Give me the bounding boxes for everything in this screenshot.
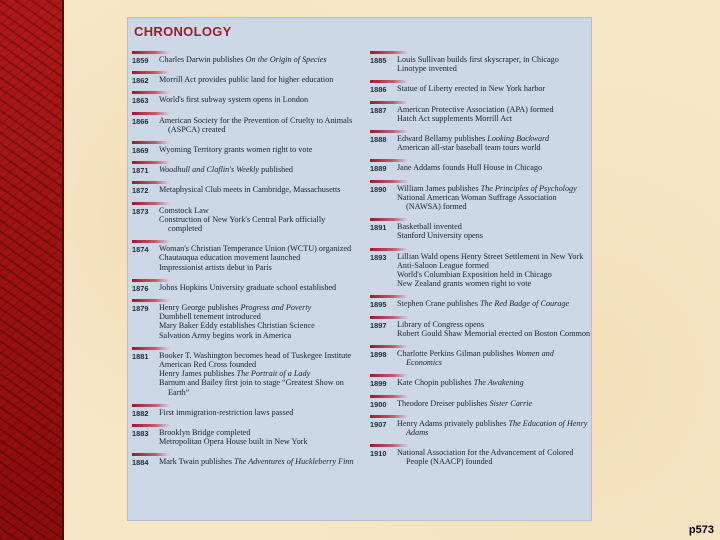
event-list: [159, 141, 360, 154]
event-list: [397, 248, 591, 289]
event-text-part: Johns Hopkins University graduate school established: [159, 282, 337, 292]
timeline-year: 1872: [132, 186, 149, 196]
event-list: [397, 345, 591, 367]
timeline-entry: [370, 345, 591, 367]
event-list: [159, 240, 360, 272]
timeline-entry: [132, 112, 360, 134]
event-text-part: published: [259, 165, 293, 175]
year-bar: [370, 444, 408, 447]
event-text: [159, 116, 360, 134]
event-text: [159, 253, 360, 262]
event-list: [159, 51, 360, 64]
event-text: [159, 215, 360, 233]
timeline-entry: [132, 404, 360, 417]
event-text: [397, 134, 591, 143]
event-text-part: Construction of New York's Central Park officially completed: [159, 214, 326, 234]
timeline-entry: [132, 141, 360, 154]
timeline-entry: [132, 453, 360, 466]
event-text: [397, 252, 591, 261]
year-bar: [370, 248, 408, 251]
event-text-part: Stanford University opens: [397, 231, 483, 241]
chronology-title: CHRONOLOGY: [134, 24, 232, 39]
event-list: [159, 404, 360, 417]
timeline-entry: [370, 395, 591, 408]
event-list: [397, 218, 591, 240]
year-bar: [132, 91, 170, 94]
timeline-entry: [370, 159, 591, 172]
timeline-year: 1863: [132, 96, 149, 106]
event-text-part: American Red Cross founded: [159, 360, 257, 370]
timeline-year: 1882: [132, 408, 149, 418]
event-list: [159, 453, 360, 466]
event-list: [159, 91, 360, 104]
event-text: [397, 193, 591, 211]
timeline-year: 1890: [370, 184, 387, 194]
event-text: [397, 261, 591, 270]
event-text-part: Statue of Liberty erected in New York harbor: [397, 84, 546, 94]
event-text: [159, 283, 360, 292]
timeline-year: 1897: [370, 320, 387, 330]
event-text-part: Henry Adams privately publishes: [397, 418, 509, 428]
publication-title: The Principles of Psychology: [480, 183, 577, 193]
event-text-part: First immigration-restriction laws passed: [159, 407, 294, 417]
event-list: [159, 299, 360, 340]
timeline-entry: [132, 347, 360, 397]
timeline-year: 1888: [370, 135, 387, 145]
event-text-part: Booker T. Washington becomes head of Tuskegee Institute: [159, 350, 352, 360]
event-text-part: National American Woman Suffrage Association (NAWSA) formed: [397, 192, 557, 212]
year-bar: [370, 80, 408, 83]
event-text: [397, 163, 591, 172]
timeline-year: 1886: [370, 85, 387, 95]
event-list: [159, 424, 360, 446]
left-timeline-column: [132, 51, 360, 467]
timeline-entry: [370, 101, 591, 123]
publication-title: Progress and Poverty: [240, 303, 312, 313]
right-timeline-column: [370, 51, 591, 467]
event-text-part: National Association for the Advancement of Colored People (NAACP) founded: [397, 448, 574, 467]
event-text-part: William James publishes: [397, 183, 481, 193]
event-text-part: Jane Addams founds Hull House in Chicago: [397, 163, 543, 173]
timeline-entry: [132, 279, 360, 292]
year-bar: [132, 299, 170, 302]
year-bar: [370, 130, 408, 133]
year-bar: [370, 415, 408, 418]
publication-title: Women and Economics: [406, 349, 554, 368]
event-text: [397, 114, 591, 123]
timeline-entry: [370, 180, 591, 212]
event-text-part: Mary Baker Eddy establishes Christian Science: [159, 321, 315, 331]
event-text-part: Salvation Army begins work in America: [159, 330, 292, 340]
publication-title: On the Origin of Species: [245, 55, 327, 64]
timeline-year: 1869: [132, 146, 149, 156]
event-text-part: Robert Gould Shaw Memorial erected on Boston Common: [397, 328, 591, 338]
event-text: [159, 95, 360, 104]
event-list: [159, 181, 360, 194]
event-text: [397, 105, 591, 114]
event-list: [397, 101, 591, 123]
event-list: [397, 295, 591, 308]
event-text-part: Theodore Dreiser publishes: [397, 398, 490, 408]
event-text-part: American all-star baseball team tours world: [397, 143, 541, 153]
event-text: [397, 55, 591, 64]
event-text: [159, 303, 360, 312]
event-text: [159, 185, 360, 194]
timeline-entry: [132, 71, 360, 84]
event-text-part: World's Columbian Exposition held in Chicago: [397, 270, 552, 280]
year-bar: [132, 240, 170, 243]
event-text-part: Henry George publishes: [159, 303, 241, 313]
timeline-entry: [370, 444, 591, 466]
event-text: [159, 457, 360, 466]
event-text: [397, 184, 591, 193]
event-text-part: Metaphysical Club meets in Cambridge, Massachusetts: [159, 185, 341, 195]
timeline-year: 1884: [132, 458, 149, 468]
year-bar: [370, 101, 408, 104]
event-list: [397, 316, 591, 338]
event-list: [159, 71, 360, 84]
timeline-entry: [132, 51, 360, 64]
timeline-year: 1891: [370, 223, 387, 233]
event-text: [159, 312, 360, 321]
timeline-year: 1862: [132, 76, 149, 86]
event-text: [397, 299, 591, 308]
year-bar: [132, 347, 170, 350]
publication-title: The Education of Henry Adams: [406, 418, 588, 438]
event-text-part: Chautauqua education movement launched: [159, 253, 301, 263]
event-text-part: Kate Chopin publishes: [397, 378, 474, 388]
timeline-year: 1879: [132, 304, 149, 314]
event-text: [159, 360, 360, 369]
timeline-year: 1876: [132, 283, 149, 293]
event-list: [397, 80, 591, 93]
publication-title: The Adventures of Huckleberry Finn: [234, 457, 354, 467]
event-text: [159, 351, 360, 360]
timeline-entry: [370, 130, 591, 152]
year-bar: [370, 159, 408, 162]
event-list: [159, 161, 360, 174]
publication-title: Woodhull and Claflin's Weekly: [159, 165, 260, 175]
event-text-part: Edward Bellamy publishes: [397, 134, 488, 144]
event-text-part: Metropolitan Opera House built in New York: [159, 437, 308, 447]
event-text-part: Brooklyn Bridge completed: [159, 428, 251, 438]
event-text-part: American Society for the Prevention of Cruelty to Animals (ASPCA) created: [159, 115, 353, 134]
event-text: [397, 329, 591, 338]
timeline-year: 1873: [132, 206, 149, 216]
event-text: [159, 321, 360, 330]
year-bar: [132, 71, 170, 74]
event-text-part: Anti-Saloon League formed: [397, 260, 489, 270]
timeline-year: 1866: [132, 116, 149, 126]
timeline-entry: [132, 299, 360, 340]
event-text-part: Basketball invented: [397, 222, 462, 232]
timeline-year: 1895: [370, 300, 387, 310]
event-list: [397, 51, 591, 73]
event-list: [397, 130, 591, 152]
timeline-entry: [370, 295, 591, 308]
event-list: [397, 444, 591, 466]
timeline-entry: [370, 415, 591, 437]
event-text: [159, 408, 360, 417]
timeline-entry: [132, 202, 360, 234]
timeline-year: 1907: [370, 419, 387, 429]
event-list: [159, 202, 360, 234]
event-list: [159, 112, 360, 134]
event-text: [397, 349, 591, 367]
event-text: [159, 206, 360, 215]
event-text: [397, 419, 591, 437]
year-bar: [132, 404, 170, 407]
event-text: [397, 84, 591, 93]
year-bar: [370, 345, 408, 348]
event-text-part: World's first subway system opens in London: [159, 95, 309, 105]
event-list: [397, 180, 591, 212]
publication-title: The Awakening: [473, 378, 524, 388]
year-bar: [370, 295, 408, 298]
timeline-year: 1881: [132, 351, 149, 361]
event-text: [397, 64, 591, 73]
timeline-year: 1887: [370, 105, 387, 115]
event-text-part: Comstock Law: [159, 205, 209, 215]
timeline-year: 1859: [132, 56, 149, 65]
event-text: [159, 378, 360, 396]
timeline-entry: [132, 424, 360, 446]
event-list: [159, 347, 360, 397]
event-text: [159, 331, 360, 340]
event-text: [397, 279, 591, 288]
event-list: [397, 374, 591, 387]
year-bar: [370, 374, 408, 377]
event-text-part: Stephen Crane publishes: [397, 299, 480, 309]
timeline-entry: [370, 374, 591, 387]
timeline-year: 1885: [370, 56, 387, 65]
event-text: [397, 320, 591, 329]
year-bar: [132, 51, 170, 54]
event-text-part: Morrill Act provides public land for higher education: [159, 75, 334, 85]
event-text-part: American Protective Association (APA) formed: [397, 104, 554, 114]
event-text: [397, 143, 591, 152]
timeline-entry: [370, 248, 591, 289]
event-text-part: Charlotte Perkins Gilman publishes: [397, 349, 516, 359]
year-bar: [132, 202, 170, 205]
event-text-part: Wyoming Territory grants women right to vote: [159, 145, 313, 155]
decorative-border: [0, 0, 64, 540]
timeline-entry: [132, 240, 360, 272]
event-text-part: Henry James publishes: [159, 369, 237, 379]
event-list: [397, 415, 591, 437]
timeline-year: 1898: [370, 350, 387, 360]
event-text: [159, 437, 360, 446]
event-text-part: Woman's Christian Temperance Union (WCTU) organized: [159, 244, 352, 254]
event-list: [397, 159, 591, 172]
timeline-year: 1874: [132, 245, 149, 255]
publication-title: Looking Backward: [487, 134, 550, 144]
page-number: p573: [688, 524, 714, 536]
event-text: [159, 165, 360, 174]
chronology-panel: [128, 18, 591, 520]
timeline-entry: [132, 181, 360, 194]
event-text-part: Dumbbell tenement introduced: [159, 312, 261, 322]
event-text-part: Barnum and Bailey first join to stage “Greatest Show on Earth”: [159, 378, 344, 397]
event-text: [159, 75, 360, 84]
timeline-entry: [370, 51, 591, 73]
event-text: [159, 55, 360, 64]
year-bar: [370, 395, 408, 398]
timeline-entry: [370, 80, 591, 93]
event-text: [397, 378, 591, 387]
event-list: [159, 279, 360, 292]
event-list: [397, 395, 591, 408]
year-bar: [132, 112, 170, 115]
event-text: [397, 399, 591, 408]
year-bar: [370, 316, 408, 319]
event-text: [159, 244, 360, 253]
year-bar: [370, 218, 408, 221]
event-text: [159, 263, 360, 272]
event-text: [397, 448, 591, 466]
publication-title: The Red Badge of Courage: [480, 299, 570, 309]
year-bar: [370, 51, 408, 54]
timeline-entry: [370, 316, 591, 338]
timeline-entry: [132, 161, 360, 174]
timeline-year: 1893: [370, 252, 387, 262]
event-text-part: Impressionist artists debut in Paris: [159, 262, 272, 272]
year-bar: [132, 424, 170, 427]
timeline-year: 1910: [370, 449, 387, 459]
event-text-part: Lillian Wald opens Henry Street Settlement in New York: [397, 251, 584, 261]
event-text-part: Charles Darwin publishes: [159, 55, 246, 64]
timeline-year: 1889: [370, 164, 387, 174]
event-text-part: Hatch Act supplements Morrill Act: [397, 113, 513, 123]
timeline-year: 1899: [370, 379, 387, 389]
timeline-entry: [370, 218, 591, 240]
event-text: [397, 231, 591, 240]
year-bar: [370, 180, 408, 183]
event-text-part: New Zealand grants women right to vote: [397, 279, 532, 289]
event-text-part: Library of Congress opens: [397, 319, 485, 329]
event-text: [159, 369, 360, 378]
event-text: [159, 145, 360, 154]
timeline-year: 1883: [132, 429, 149, 439]
year-bar: [132, 181, 170, 184]
publication-title: The Portrait of a Lady: [236, 369, 311, 379]
year-bar: [132, 279, 170, 282]
timeline-year: 1900: [370, 399, 387, 409]
year-bar: [132, 161, 170, 164]
event-text: [397, 222, 591, 231]
event-text: [397, 270, 591, 279]
event-text-part: Linotype invented: [397, 64, 457, 74]
timeline-year: 1871: [132, 166, 149, 176]
year-bar: [132, 453, 170, 456]
timeline-entry: [132, 91, 360, 104]
event-text: [159, 428, 360, 437]
publication-title: Sister Carrie: [489, 398, 533, 408]
event-text-part: Mark Twain publishes: [159, 457, 235, 467]
year-bar: [132, 141, 170, 144]
event-text-part: Louis Sullivan builds first skyscraper, in Chicago: [397, 55, 559, 64]
